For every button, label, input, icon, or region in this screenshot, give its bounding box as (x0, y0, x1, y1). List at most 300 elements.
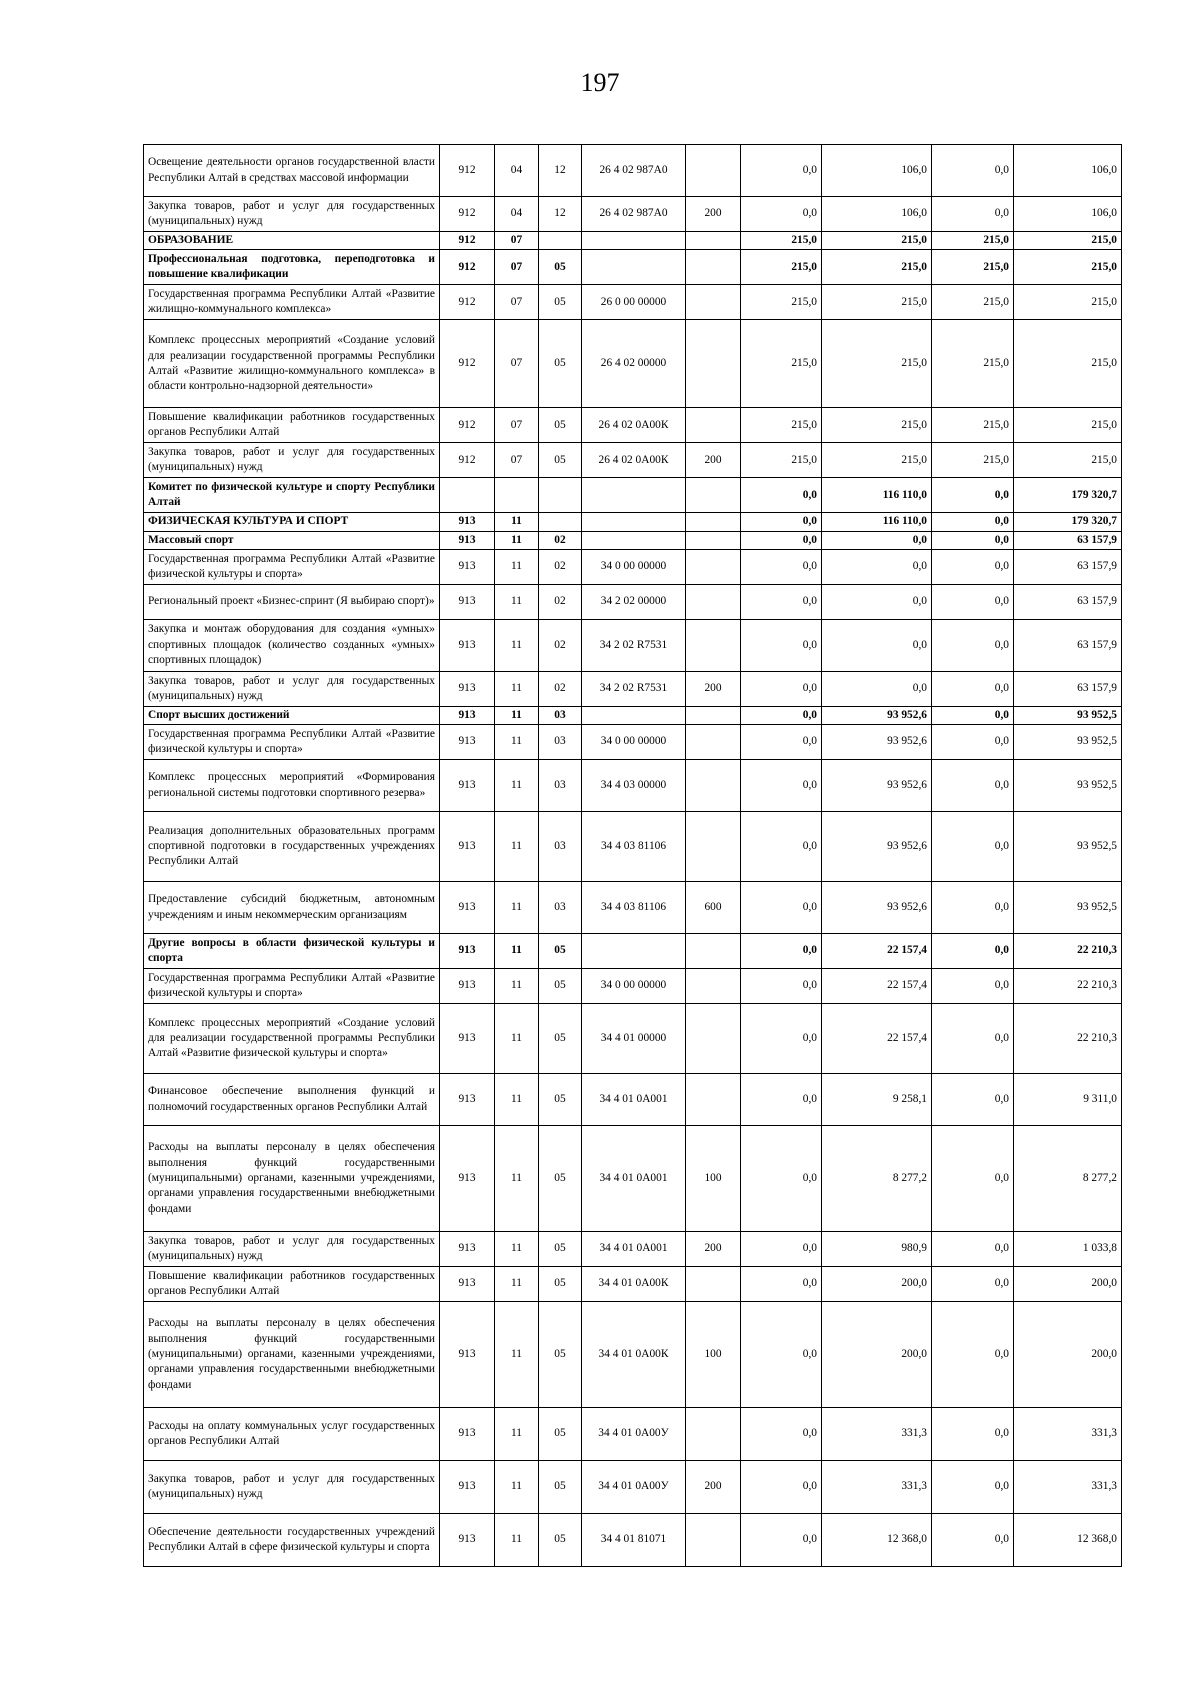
cell-subsection (539, 232, 582, 250)
cell-target-article (582, 250, 686, 285)
cell-subsection: 05 (539, 1302, 582, 1408)
cell-amount-4: 22 210,3 (1014, 934, 1122, 969)
cell-subsection: 03 (539, 706, 582, 724)
cell-section (495, 478, 539, 513)
cell-name: ФИЗИЧЕСКАЯ КУЛЬТУРА И СПОРТ (144, 513, 440, 531)
cell-amount-2: 93 952,6 (822, 812, 932, 882)
cell-grbs: 912 (440, 320, 495, 408)
cell-grbs: 913 (440, 1267, 495, 1302)
cell-amount-4: 22 210,3 (1014, 1004, 1122, 1074)
cell-name: Реализация дополнительных образовательных программ спортивной подготовки в государственных учреждениях Республики Алтай (144, 812, 440, 882)
cell-subsection: 03 (539, 812, 582, 882)
cell-amount-1: 0,0 (741, 1232, 822, 1267)
cell-expense-type (686, 725, 741, 760)
cell-target-article: 34 4 01 0А001 (582, 1126, 686, 1232)
cell-grbs: 913 (440, 671, 495, 706)
table-row (144, 1074, 1122, 1126)
cell-expense-type: 200 (686, 443, 741, 478)
table-row (144, 812, 1122, 882)
cell-section: 07 (495, 250, 539, 285)
cell-expense-type (686, 1408, 741, 1461)
cell-subsection: 02 (539, 549, 582, 584)
cell-expense-type (686, 408, 741, 443)
cell-amount-4: 22 210,3 (1014, 969, 1122, 1004)
cell-amount-3: 0,0 (932, 145, 1014, 197)
cell-name: Государственная программа Республики Алтай «Развитие физической культуры и спорта» (144, 549, 440, 584)
cell-name: Обеспечение деятельности государственных учреждений Республики Алтай в сфере физической культуры и спорта (144, 1514, 440, 1567)
cell-amount-2: 215,0 (822, 408, 932, 443)
cell-section: 11 (495, 584, 539, 619)
table-row (144, 232, 1122, 250)
cell-subsection: 02 (539, 584, 582, 619)
cell-target-article (582, 531, 686, 549)
cell-amount-2: 93 952,6 (822, 706, 932, 724)
cell-amount-1: 0,0 (741, 1074, 822, 1126)
table-row (144, 408, 1122, 443)
table-row (144, 1408, 1122, 1461)
cell-amount-3: 0,0 (932, 760, 1014, 812)
table-row (144, 197, 1122, 232)
cell-subsection: 03 (539, 760, 582, 812)
cell-section: 11 (495, 882, 539, 934)
cell-amount-3: 0,0 (932, 671, 1014, 706)
cell-amount-2: 22 157,4 (822, 934, 932, 969)
cell-amount-4: 8 277,2 (1014, 1126, 1122, 1232)
cell-section: 11 (495, 760, 539, 812)
cell-name: Государственная программа Республики Алтай «Развитие физической культуры и спорта» (144, 969, 440, 1004)
cell-name: Закупка и монтаж оборудования для создания «умных» спортивных площадок (количество созданных «умных» спортивных площадок) (144, 619, 440, 671)
cell-amount-3: 0,0 (932, 969, 1014, 1004)
cell-amount-4: 63 157,9 (1014, 531, 1122, 549)
table-row (144, 1514, 1122, 1567)
cell-amount-2: 9 258,1 (822, 1074, 932, 1126)
cell-subsection: 05 (539, 934, 582, 969)
cell-grbs: 913 (440, 1074, 495, 1126)
cell-subsection: 02 (539, 671, 582, 706)
cell-amount-2: 215,0 (822, 232, 932, 250)
cell-amount-4: 331,3 (1014, 1408, 1122, 1461)
cell-name: Комплекс процессных мероприятий «Создание условий для реализации государственной программы Республики Алтай «Развитие жилищно-коммунального комплекса» в области контрольно-надзорной деятельности» (144, 320, 440, 408)
cell-grbs: 913 (440, 513, 495, 531)
cell-grbs: 912 (440, 232, 495, 250)
cell-amount-4: 12 368,0 (1014, 1514, 1122, 1567)
table-row (144, 725, 1122, 760)
table-row (144, 1461, 1122, 1514)
cell-subsection: 05 (539, 1408, 582, 1461)
table-row (144, 1267, 1122, 1302)
cell-name: Региональный проект «Бизнес-спринт (Я выбираю спорт)» (144, 584, 440, 619)
cell-amount-4: 215,0 (1014, 408, 1122, 443)
table-row (144, 706, 1122, 724)
cell-target-article: 26 4 02 987А0 (582, 197, 686, 232)
cell-amount-2: 116 110,0 (822, 513, 932, 531)
cell-expense-type (686, 285, 741, 320)
table-row (144, 531, 1122, 549)
cell-target-article: 34 4 01 0А00К (582, 1267, 686, 1302)
cell-section: 11 (495, 934, 539, 969)
cell-section: 11 (495, 1302, 539, 1408)
cell-section: 11 (495, 531, 539, 549)
cell-expense-type (686, 706, 741, 724)
cell-amount-1: 0,0 (741, 145, 822, 197)
cell-name: Закупка товаров, работ и услуг для государственных (муниципальных) нужд (144, 197, 440, 232)
page-number: 197 (580, 68, 620, 97)
cell-amount-2: 200,0 (822, 1302, 932, 1408)
cell-expense-type (686, 934, 741, 969)
cell-name: Комплекс процессных мероприятий «Формирования региональной системы подготовки спортивного резерва» (144, 760, 440, 812)
cell-amount-3: 215,0 (932, 443, 1014, 478)
cell-amount-2: 200,0 (822, 1267, 932, 1302)
cell-grbs: 913 (440, 882, 495, 934)
cell-target-article (582, 232, 686, 250)
cell-grbs: 913 (440, 725, 495, 760)
cell-name: Финансовое обеспечение выполнения функций и полномочий государственных органов Республики Алтай (144, 1074, 440, 1126)
cell-expense-type (686, 812, 741, 882)
cell-expense-type: 200 (686, 197, 741, 232)
cell-amount-2: 93 952,6 (822, 882, 932, 934)
cell-target-article: 34 4 01 00000 (582, 1004, 686, 1074)
cell-expense-type (686, 320, 741, 408)
cell-amount-3: 0,0 (932, 1461, 1014, 1514)
cell-target-article: 26 4 02 00000 (582, 320, 686, 408)
cell-amount-1: 0,0 (741, 531, 822, 549)
cell-grbs: 913 (440, 549, 495, 584)
cell-subsection: 05 (539, 443, 582, 478)
table-row (144, 513, 1122, 531)
cell-amount-4: 63 157,9 (1014, 619, 1122, 671)
cell-amount-1: 215,0 (741, 232, 822, 250)
cell-expense-type (686, 1267, 741, 1302)
cell-amount-3: 0,0 (932, 531, 1014, 549)
cell-target-article: 26 4 02 0А00К (582, 408, 686, 443)
cell-amount-4: 93 952,5 (1014, 706, 1122, 724)
cell-name: Профессиональная подготовка, переподготовка и повышение квалификации (144, 250, 440, 285)
cell-subsection (539, 513, 582, 531)
cell-grbs: 913 (440, 760, 495, 812)
cell-amount-4: 106,0 (1014, 197, 1122, 232)
table-row (144, 145, 1122, 197)
cell-amount-3: 215,0 (932, 408, 1014, 443)
cell-name: Комплекс процессных мероприятий «Создание условий для реализации государственной программы Республики Алтай «Развитие физической культуры и спорта» (144, 1004, 440, 1074)
cell-section: 07 (495, 443, 539, 478)
cell-section: 07 (495, 285, 539, 320)
cell-expense-type: 200 (686, 1461, 741, 1514)
table-row (144, 671, 1122, 706)
table-row (144, 478, 1122, 513)
cell-amount-2: 331,3 (822, 1461, 932, 1514)
cell-amount-3: 0,0 (932, 1408, 1014, 1461)
cell-section: 11 (495, 706, 539, 724)
budget-table (143, 144, 1122, 1567)
cell-target-article: 34 4 03 81106 (582, 812, 686, 882)
table-body (144, 145, 1122, 1567)
cell-grbs: 913 (440, 1302, 495, 1408)
cell-section: 11 (495, 1408, 539, 1461)
cell-grbs: 912 (440, 197, 495, 232)
cell-subsection: 03 (539, 882, 582, 934)
cell-grbs: 913 (440, 812, 495, 882)
cell-amount-2: 12 368,0 (822, 1514, 932, 1567)
cell-amount-1: 0,0 (741, 760, 822, 812)
cell-subsection: 05 (539, 1461, 582, 1514)
cell-amount-3: 0,0 (932, 619, 1014, 671)
cell-name: Расходы на выплаты персоналу в целях обеспечения выполнения функций государственными (муниципальными) органами, казенными учреждениями, органами управления государственными внебюджетными фондами (144, 1126, 440, 1232)
cell-name: Закупка товаров, работ и услуг для государственных (муниципальных) нужд (144, 1461, 440, 1514)
cell-amount-2: 0,0 (822, 671, 932, 706)
cell-amount-2: 0,0 (822, 549, 932, 584)
cell-amount-3: 0,0 (932, 584, 1014, 619)
cell-expense-type (686, 250, 741, 285)
cell-amount-3: 0,0 (932, 882, 1014, 934)
cell-name: Закупка товаров, работ и услуг для государственных (муниципальных) нужд (144, 443, 440, 478)
cell-expense-type (686, 549, 741, 584)
cell-amount-2: 0,0 (822, 584, 932, 619)
cell-amount-4: 200,0 (1014, 1302, 1122, 1408)
cell-subsection: 05 (539, 285, 582, 320)
cell-grbs: 913 (440, 1461, 495, 1514)
cell-amount-2: 0,0 (822, 531, 932, 549)
cell-expense-type (686, 1004, 741, 1074)
cell-name: Расходы на выплаты персоналу в целях обеспечения выполнения функций государственными (муниципальными) органами, казенными учреждениями, органами управления государственными внебюджетными фондами (144, 1302, 440, 1408)
cell-grbs: 912 (440, 408, 495, 443)
cell-section: 11 (495, 1126, 539, 1232)
cell-subsection: 05 (539, 1232, 582, 1267)
cell-subsection: 05 (539, 1074, 582, 1126)
cell-amount-1: 0,0 (741, 1302, 822, 1408)
cell-amount-3: 0,0 (932, 812, 1014, 882)
cell-amount-3: 215,0 (932, 232, 1014, 250)
cell-target-article: 34 0 00 00000 (582, 549, 686, 584)
cell-target-article (582, 934, 686, 969)
cell-expense-type (686, 145, 741, 197)
cell-amount-3: 0,0 (932, 549, 1014, 584)
cell-amount-2: 93 952,6 (822, 760, 932, 812)
cell-expense-type: 600 (686, 882, 741, 934)
cell-grbs: 912 (440, 250, 495, 285)
cell-target-article: 26 4 02 987А0 (582, 145, 686, 197)
cell-target-article: 34 4 03 81106 (582, 882, 686, 934)
cell-amount-3: 0,0 (932, 706, 1014, 724)
cell-section: 11 (495, 1232, 539, 1267)
cell-grbs: 912 (440, 285, 495, 320)
cell-target-article (582, 478, 686, 513)
cell-amount-4: 215,0 (1014, 250, 1122, 285)
table-row (144, 549, 1122, 584)
cell-amount-4: 331,3 (1014, 1461, 1122, 1514)
cell-section: 11 (495, 1461, 539, 1514)
cell-target-article: 34 2 02 00000 (582, 584, 686, 619)
cell-amount-2: 8 277,2 (822, 1126, 932, 1232)
cell-name: Предоставление субсидий бюджетным, автономным учреждениям и иным некоммерческим организациям (144, 882, 440, 934)
cell-amount-3: 0,0 (932, 1232, 1014, 1267)
cell-section: 04 (495, 197, 539, 232)
cell-expense-type (686, 584, 741, 619)
cell-grbs: 913 (440, 619, 495, 671)
cell-name: Повышение квалификации работников государственных органов Республики Алтай (144, 1267, 440, 1302)
cell-amount-2: 22 157,4 (822, 1004, 932, 1074)
cell-amount-3: 0,0 (932, 513, 1014, 531)
cell-section: 11 (495, 1267, 539, 1302)
cell-target-article: 34 0 00 00000 (582, 969, 686, 1004)
table-row (144, 882, 1122, 934)
cell-amount-2: 116 110,0 (822, 478, 932, 513)
cell-target-article: 26 4 02 0А00К (582, 443, 686, 478)
cell-amount-1: 0,0 (741, 584, 822, 619)
cell-expense-type (686, 619, 741, 671)
cell-amount-1: 215,0 (741, 285, 822, 320)
cell-grbs (440, 478, 495, 513)
cell-section: 11 (495, 1514, 539, 1567)
cell-expense-type (686, 513, 741, 531)
cell-name: Государственная программа Республики Алтай «Развитие жилищно-коммунального комплекса» (144, 285, 440, 320)
cell-expense-type (686, 1074, 741, 1126)
cell-amount-1: 0,0 (741, 812, 822, 882)
cell-amount-3: 0,0 (932, 1074, 1014, 1126)
cell-amount-4: 93 952,5 (1014, 882, 1122, 934)
cell-amount-3: 215,0 (932, 250, 1014, 285)
cell-target-article: 34 4 01 81071 (582, 1514, 686, 1567)
table-row (144, 969, 1122, 1004)
cell-amount-3: 0,0 (932, 934, 1014, 969)
cell-target-article: 34 4 01 0А001 (582, 1232, 686, 1267)
cell-amount-1: 0,0 (741, 969, 822, 1004)
cell-amount-3: 215,0 (932, 285, 1014, 320)
cell-amount-1: 0,0 (741, 1408, 822, 1461)
cell-grbs: 913 (440, 1126, 495, 1232)
cell-expense-type (686, 531, 741, 549)
cell-name: Другие вопросы в области физической культуры и спорта (144, 934, 440, 969)
cell-subsection: 02 (539, 531, 582, 549)
table-row (144, 584, 1122, 619)
cell-grbs: 913 (440, 1004, 495, 1074)
cell-amount-1: 0,0 (741, 1461, 822, 1514)
table-row (144, 250, 1122, 285)
cell-amount-4: 1 033,8 (1014, 1232, 1122, 1267)
cell-grbs: 913 (440, 969, 495, 1004)
cell-amount-3: 0,0 (932, 1302, 1014, 1408)
cell-grbs: 913 (440, 1232, 495, 1267)
cell-subsection: 05 (539, 250, 582, 285)
cell-subsection: 05 (539, 1514, 582, 1567)
cell-expense-type: 100 (686, 1302, 741, 1408)
cell-subsection: 05 (539, 1126, 582, 1232)
cell-amount-4: 63 157,9 (1014, 549, 1122, 584)
cell-section: 04 (495, 145, 539, 197)
cell-target-article: 34 4 01 0А00К (582, 1302, 686, 1408)
cell-amount-3: 0,0 (932, 1267, 1014, 1302)
cell-expense-type (686, 232, 741, 250)
cell-subsection: 05 (539, 969, 582, 1004)
cell-section: 11 (495, 1074, 539, 1126)
cell-amount-1: 0,0 (741, 197, 822, 232)
cell-grbs: 913 (440, 1514, 495, 1567)
table-row (144, 285, 1122, 320)
cell-amount-2: 106,0 (822, 197, 932, 232)
cell-grbs: 913 (440, 934, 495, 969)
cell-amount-3: 0,0 (932, 1126, 1014, 1232)
cell-section: 11 (495, 619, 539, 671)
cell-section: 11 (495, 1004, 539, 1074)
cell-subsection: 05 (539, 1267, 582, 1302)
cell-subsection: 05 (539, 1004, 582, 1074)
cell-amount-4: 9 311,0 (1014, 1074, 1122, 1126)
table-row (144, 443, 1122, 478)
cell-grbs: 913 (440, 1408, 495, 1461)
cell-grbs: 912 (440, 443, 495, 478)
cell-section: 11 (495, 549, 539, 584)
cell-expense-type (686, 478, 741, 513)
cell-subsection: 02 (539, 619, 582, 671)
table-row (144, 1232, 1122, 1267)
cell-amount-4: 93 952,5 (1014, 812, 1122, 882)
cell-target-article: 34 0 00 00000 (582, 725, 686, 760)
cell-amount-4: 215,0 (1014, 285, 1122, 320)
cell-amount-1: 0,0 (741, 513, 822, 531)
cell-amount-1: 0,0 (741, 882, 822, 934)
cell-amount-3: 0,0 (932, 478, 1014, 513)
cell-amount-1: 215,0 (741, 320, 822, 408)
cell-amount-3: 0,0 (932, 1004, 1014, 1074)
cell-amount-2: 331,3 (822, 1408, 932, 1461)
cell-target-article (582, 513, 686, 531)
cell-amount-4: 179 320,7 (1014, 478, 1122, 513)
cell-amount-1: 0,0 (741, 1004, 822, 1074)
cell-name: Массовый спорт (144, 531, 440, 549)
cell-amount-2: 106,0 (822, 145, 932, 197)
cell-amount-1: 215,0 (741, 408, 822, 443)
cell-section: 11 (495, 671, 539, 706)
cell-amount-2: 215,0 (822, 250, 932, 285)
cell-target-article: 34 2 02 R7531 (582, 619, 686, 671)
cell-target-article: 34 4 01 0А00У (582, 1461, 686, 1514)
cell-target-article: 34 4 03 00000 (582, 760, 686, 812)
cell-amount-1: 0,0 (741, 478, 822, 513)
cell-amount-1: 0,0 (741, 619, 822, 671)
cell-section: 07 (495, 232, 539, 250)
cell-grbs: 912 (440, 145, 495, 197)
cell-amount-4: 93 952,5 (1014, 725, 1122, 760)
table-row (144, 619, 1122, 671)
cell-amount-4: 63 157,9 (1014, 671, 1122, 706)
cell-amount-1: 0,0 (741, 725, 822, 760)
cell-section: 11 (495, 812, 539, 882)
cell-amount-4: 215,0 (1014, 232, 1122, 250)
table-row (144, 1126, 1122, 1232)
cell-amount-1: 0,0 (741, 1514, 822, 1567)
cell-expense-type: 100 (686, 1126, 741, 1232)
cell-amount-4: 63 157,9 (1014, 584, 1122, 619)
cell-amount-2: 93 952,6 (822, 725, 932, 760)
cell-expense-type (686, 969, 741, 1004)
cell-section: 07 (495, 320, 539, 408)
cell-amount-1: 0,0 (741, 1126, 822, 1232)
cell-amount-1: 215,0 (741, 443, 822, 478)
cell-amount-1: 0,0 (741, 706, 822, 724)
cell-name: ОБРАЗОВАНИЕ (144, 232, 440, 250)
cell-amount-4: 179 320,7 (1014, 513, 1122, 531)
table-row (144, 1004, 1122, 1074)
table-row (144, 760, 1122, 812)
cell-amount-3: 0,0 (932, 1514, 1014, 1567)
cell-subsection: 12 (539, 145, 582, 197)
cell-name: Расходы на оплату коммунальных услуг государственных органов Республики Алтай (144, 1408, 440, 1461)
table-row (144, 934, 1122, 969)
table-row (144, 320, 1122, 408)
cell-target-article: 34 2 02 R7531 (582, 671, 686, 706)
cell-amount-2: 215,0 (822, 443, 932, 478)
cell-name: Повышение квалификации работников государственных органов Республики Алтай (144, 408, 440, 443)
cell-target-article: 34 4 01 0А00У (582, 1408, 686, 1461)
